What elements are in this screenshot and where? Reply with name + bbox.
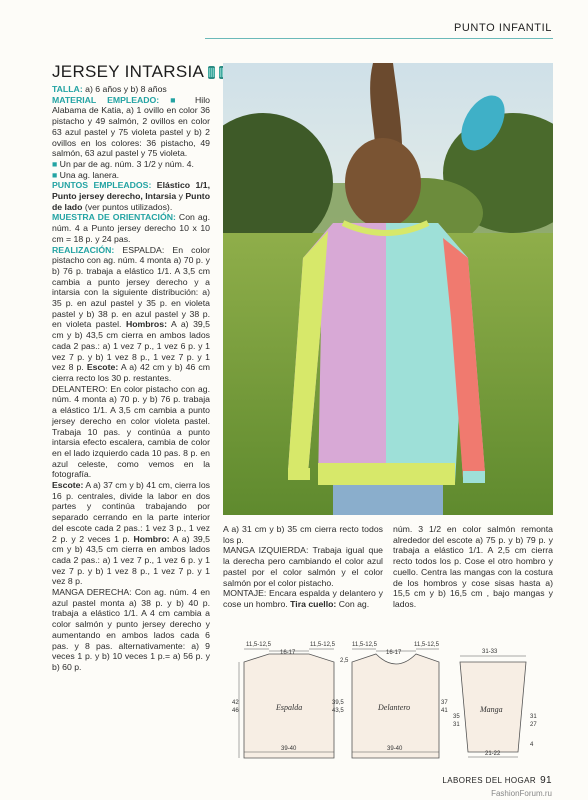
puntos-label: PUNTOS EMPLEADOS:: [52, 180, 152, 191]
page-footer: [442, 775, 552, 786]
manga-top: 31-33: [482, 649, 498, 655]
escote2-label: Escote:: [52, 480, 84, 491]
mid-height-1: 39,5: [332, 700, 344, 706]
montaje-text: MONTAJE: Encara espalda y delantero y cose un hombro.: [223, 588, 383, 609]
instructions-column-1: [52, 84, 210, 673]
sweater-photo-illustration: [223, 63, 553, 515]
hombro2-text: A a) 39,5 cm y b) 43,5 cm cierra en ambos lados cada 2 pas.: a) 1 vez 7 p., 1 vez 6 p. y 1 vez 7 p. y b) 1 vez 8 p., 1 vez 7 p. y 1 vez 8 p.: [52, 533, 210, 587]
manga-height-4: 27: [530, 722, 537, 728]
manga-height-2: 31: [453, 722, 460, 728]
header-rule: [205, 38, 553, 39]
hombro2-label: Hombro:: [133, 533, 170, 544]
montaje-continuation: núm. 3 1/2 en color salmón remonta alrededor del escote a) 75 p. y b) 79 p. y trabaja a elástico 1/1. A 2,5 cm cierra recto todos los p. Cose el otro hombro y cuello. Centra las mangas con la costura de los hombros y cose sisas hasta a) 15,5 cm y b) 16,5 cm , bajo mangas y lados.: [393, 524, 553, 609]
material-bullet-2: [52, 170, 210, 181]
title-block: [52, 62, 237, 82]
realizacion-label: REALIZACIÓN:: [52, 244, 115, 255]
del-height-2: 41: [441, 708, 448, 714]
esp-shoulder-right: 11,5-12,5: [310, 642, 335, 648]
watermark: FashionForum.ru: [491, 789, 552, 798]
instructions-column-3: [393, 524, 553, 610]
talla-label: TALLA:: [52, 84, 83, 94]
delantero-label: Delantero: [378, 703, 411, 712]
bullet-icon: ■: [170, 94, 185, 105]
manga-piece: [453, 649, 537, 757]
puntos-bold: Elástico 1/1, Punto jersey derecho, Intarsia: [52, 180, 210, 202]
del-shoulder-left: 11,5-12,5: [352, 642, 377, 648]
schematic-drawing: [224, 640, 559, 760]
escote2-text: A a) 37 cm y b) 41 cm, cierra los 16 p. centrales, divide la labor en dos partes y continúa trabajando por separado cerrando en la parte interior del escote cada 2 pas.: 1 vez 3 p., 1 vez 2 p. y 2 veces 1 p.: [52, 480, 210, 544]
section-header: PUNTO INFANTIL: [453, 22, 552, 34]
del-neck: 16-17: [386, 650, 402, 656]
esp-height-1: 42: [232, 700, 239, 706]
manga-izquierda-paragraph: MANGA IZQUIERDA: Trabaja igual que la derecha pero cambiando el color azul pastel por el color salmón y el color salmón por el color pistacho.: [223, 545, 383, 588]
talla-paragraph: [52, 84, 210, 95]
puntos-paragraph: [52, 180, 210, 212]
escote-label: Escote:: [86, 362, 119, 373]
muestra-label: MUESTRA DE ORIENTACIÓN:: [52, 212, 176, 223]
del-collar: 2,5: [340, 658, 349, 664]
bullet-icon: ■: [52, 158, 58, 169]
manga-bottom: 21-22: [485, 751, 501, 757]
material-bullet-1: [52, 159, 210, 170]
sweater-photo: [223, 63, 553, 515]
manga-derecha-text: MANGA DERECHA: Con ag. núm. 4 en azul pastel monta a) 38 p. y b) 40 p. trabaja a elástico 1/1. A 4 cm cambia a color salmón y punto jersey derecho y aumentando en ambos lados cada 6 pas. y 8 pas. alternativamente: a) 9 veces 1 p. y b) 10 veces 1 p.= a) 56 p. y b) 60 p.: [52, 587, 210, 672]
del-width: 39-40: [387, 746, 403, 752]
material-text: Hilo Alabama de Katia, a) 1 ovillo en color 36 pistacho y 49 salmón, 2 ovillos en color 63 azul pastel y 75 violeta pastel y b) 2 ovillos en los colores: 36 pistacho, 49 salmón, 63 azul pastel y 75 violeta.: [52, 94, 210, 159]
manga-derecha-paragraph: [52, 587, 210, 673]
manga-derecha-end: A a) 31 cm y b) 35 cm cierra recto todos los p.: [223, 524, 383, 545]
hombros-label: Hombros:: [125, 319, 167, 330]
montaje-end: Con ag.: [336, 598, 370, 609]
yarn-skein-icon: [208, 66, 215, 79]
escote-paragraph: [52, 480, 210, 587]
muestra-text: Con ag. núm. 4 a Punto jersey derecho 10 x 10 cm = 18 p. y 24 pas.: [52, 212, 210, 244]
page-number: 91: [540, 775, 552, 786]
realizacion-paragraph: [52, 245, 210, 384]
bullet-icon: ■: [52, 169, 58, 180]
delantero-text: DELANTERO: En color pistacho con ag. núm. 4 monta a) 70 p. y b) 76 p. trabaja a elástico 1/1. A 3,5 cm cambia a punto jersey derecho en color violeta pastel. Trabaja 10 pas. y continúa a punto intarsia efecto escalera, cambia de color en el lado izquierdo cada 10 pas. 8 p. en azul celeste, como vemos en la fotografía.: [52, 383, 210, 480]
muestra-paragraph: [52, 212, 210, 244]
puntos-bold-2: Punto de lado: [52, 191, 210, 212]
manga-cuff: 4: [530, 742, 534, 748]
hombros-text: A a) 39,5 cm y b) 43,5 cm cierra en ambos lados cada 2 pas.: a) 1 vez 7 p., 1 vez 6 p. y 1 vez 7 p. y b) 1 vez 8 p., 1 vez 7 p. y 1 vez 8 p.: [52, 319, 210, 373]
esp-width: 39-40: [281, 746, 297, 752]
esp-height-2: 46: [232, 708, 239, 714]
del-height-1: 37: [441, 700, 448, 706]
material-bullet-text: Un par de ag. núm. 3 1/2 y núm. 4.: [57, 158, 194, 169]
manga-height-3: 31: [530, 714, 537, 720]
material-label: MATERIAL EMPLEADO:: [52, 94, 160, 105]
realizacion-text: ESPALDA: En color pistacho con ag. núm. 4 monta a) 70 p. y b) 76 p. trabaja a elástico 1/1. A 3,5 cm cambia a punto jersey derecho y a intarsia con la siguiente distribución: a) 35 p. en azul pastel y 35 p. en violeta pastel y b) 38 p. en azul pastel y 38 p. en violeta pastel.: [52, 244, 210, 330]
magazine-name: LABORES DEL HOGAR: [442, 776, 537, 785]
puntos-text: (ver puntos utilizados).: [82, 201, 173, 212]
puntos-connector: y: [176, 191, 186, 202]
material-paragraph: [52, 95, 210, 159]
escote-text: A a) 42 cm y b) 46 cm cierra recto los 30 p. restantes.: [52, 362, 210, 383]
delantero-piece: [332, 642, 448, 758]
esp-shoulder-left: 11,5-12,5: [246, 642, 271, 648]
mid-height-2: 43,5: [332, 708, 344, 714]
page-title: JERSEY INTARSIA: [52, 62, 205, 81]
manga-label: Manga: [480, 705, 503, 714]
material-bullet-text: Una ag. lanera.: [57, 169, 120, 180]
instructions-column-2: [223, 524, 383, 610]
pattern-schematic: [224, 640, 559, 760]
espalda-piece: [232, 642, 336, 758]
espalda-label: Espalda: [276, 703, 303, 712]
manga-height-1: 35: [453, 714, 460, 720]
montaje-paragraph: [223, 588, 383, 609]
delantero-paragraph: [52, 384, 210, 480]
esp-neck: 16-17: [280, 650, 296, 656]
del-shoulder-right: 11,5-12,5: [414, 642, 439, 648]
talla-text: a) 6 años y b) 8 años: [82, 84, 167, 94]
tira-cuello-label: Tira cuello:: [290, 598, 337, 609]
